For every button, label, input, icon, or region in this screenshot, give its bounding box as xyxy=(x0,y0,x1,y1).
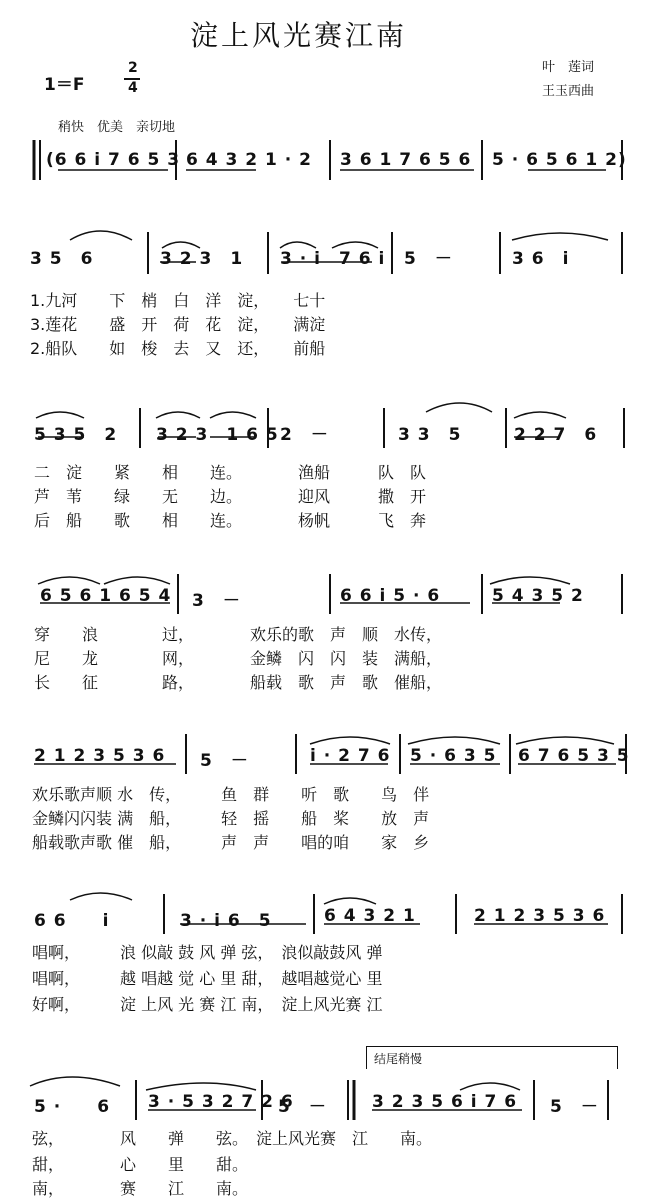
key-signature: 1＝F xyxy=(44,75,85,95)
lyric-line: 船载歌声歌 催 船， 声 声 唱的咱 家 乡 xyxy=(32,833,430,852)
measure-notes: 3 2 3 5 6 i 7 6 xyxy=(372,1092,518,1112)
measure-notes: 6 4 3 2 1 xyxy=(324,906,416,926)
measure-notes: 5 － xyxy=(200,751,249,771)
lyric-line: 尼 龙 网， 金鳞 闪 闪 装 满船， xyxy=(34,649,443,668)
measure-notes: 2 1 2 3 5 3 6 xyxy=(474,906,606,926)
song-title: 淀上风光赛江南 xyxy=(190,19,408,52)
measure-notes: 3 · i 6 5 xyxy=(180,911,272,931)
measure-notes: 3 3 5 xyxy=(398,425,462,445)
lyric-line: 唱啊， 浪 似敲 鼓 风 弹 弦， 浪似敲鼓风 弹 xyxy=(32,943,383,962)
lyric-line: 南， 赛 江 南。 xyxy=(32,1179,249,1198)
measure-notes: 5 － xyxy=(550,1097,599,1117)
lyric-line: 二 淀 紧 相 连。 渔船 队 队 xyxy=(34,463,427,482)
measure-notes: 6 5 6 1 6 5 4 xyxy=(40,586,172,606)
time-signature-numerator: 2 xyxy=(128,60,138,76)
lyric-line: 金鳞闪闪装 满 船， 轻 摇 船 桨 放 声 xyxy=(32,809,430,828)
lyric-line: 穿 浪 过， 欢乐的歌 声 顺 水传， xyxy=(34,625,443,644)
lyric-line: 长 征 路， 船载 歌 声 歌 催船， xyxy=(34,673,443,692)
lyric-line: 2.船队 如 梭 去 又 还， 前船 xyxy=(30,339,326,358)
lyric-line: 甜， 心 里 甜。 xyxy=(32,1155,249,1174)
measure-notes: 3 2 3 1 xyxy=(160,249,244,269)
measure-notes: 5 · 6 5 6 1 2) xyxy=(492,150,627,170)
measure-notes: 6 6 i xyxy=(34,911,110,931)
lyric-line: 后 船 歌 相 连。 杨帆 飞 奔 xyxy=(34,511,427,530)
measure-notes: 3 － xyxy=(192,591,241,611)
measure-notes: 3 6 1 7 6 5 6 xyxy=(340,150,472,170)
measure-notes: 5 － xyxy=(404,249,453,269)
measure-notes: 3 2 3 1 6 5 xyxy=(156,425,279,445)
measure-notes: 2 1 2 3 5 3 6 xyxy=(34,746,166,766)
measure-notes: (6 6 i 7 6 5 3 xyxy=(46,150,181,170)
measure-notes: 5 · 6 xyxy=(34,1097,111,1117)
time-signature-denominator: 4 xyxy=(128,80,138,96)
measure-notes: i · 2 7 6 xyxy=(310,746,391,766)
measure-notes: 5 · 6 3 5 xyxy=(410,746,497,766)
lyricist-credit: 叶 莲词 xyxy=(542,60,595,75)
lyric-line: 弦， 风 弹 弦。 淀上风光赛 江 南。 xyxy=(32,1129,433,1148)
measure-notes: 2 － xyxy=(280,425,329,445)
measure-notes: 3 · i 7 6 i xyxy=(280,249,386,269)
tempo-marking: 稍快 优美 亲切地 xyxy=(58,120,176,135)
lyric-line: 好啊， 淀 上风 光 赛 江 南， 淀上风光赛 江 xyxy=(32,995,383,1014)
lyric-line: 唱啊， 越 唱越 觉 心 里 甜， 越唱越觉心 里 xyxy=(32,969,383,988)
lyric-line: 3.莲花 盛 开 荷 花 淀， 满淀 xyxy=(30,315,326,334)
composer-credit: 王玉西曲 xyxy=(542,84,595,99)
coda-label: 结尾稍慢 xyxy=(374,1052,423,1066)
measure-notes: 3 5 6 xyxy=(30,249,94,269)
measure-notes: 5 － xyxy=(278,1097,327,1117)
lyric-line: 芦 苇 绿 无 边。 迎风 撒 开 xyxy=(34,487,427,506)
lyric-line: 1.九河 下 梢 白 洋 淀， 七十 xyxy=(30,291,326,310)
measure-notes: 6 7 6 5 3 5 xyxy=(518,746,630,766)
measure-notes: 3 · 5 3 2 7 2 6 xyxy=(148,1092,294,1112)
measure-notes: 2 2 7 6 xyxy=(514,425,598,445)
measure-notes: 6 6 i 5 · 6 xyxy=(340,586,441,606)
measure-notes: 6 4 3 2 1 · 2 xyxy=(186,150,312,170)
lyric-line: 欢乐歌声顺 水 传， 鱼 群 听 歌 鸟 伴 xyxy=(32,785,430,804)
measure-notes: 3 6 i xyxy=(512,249,570,269)
measure-notes: 5 3 5 2 xyxy=(34,425,118,445)
measure-notes: 5 4 3 5 2 xyxy=(492,586,584,606)
